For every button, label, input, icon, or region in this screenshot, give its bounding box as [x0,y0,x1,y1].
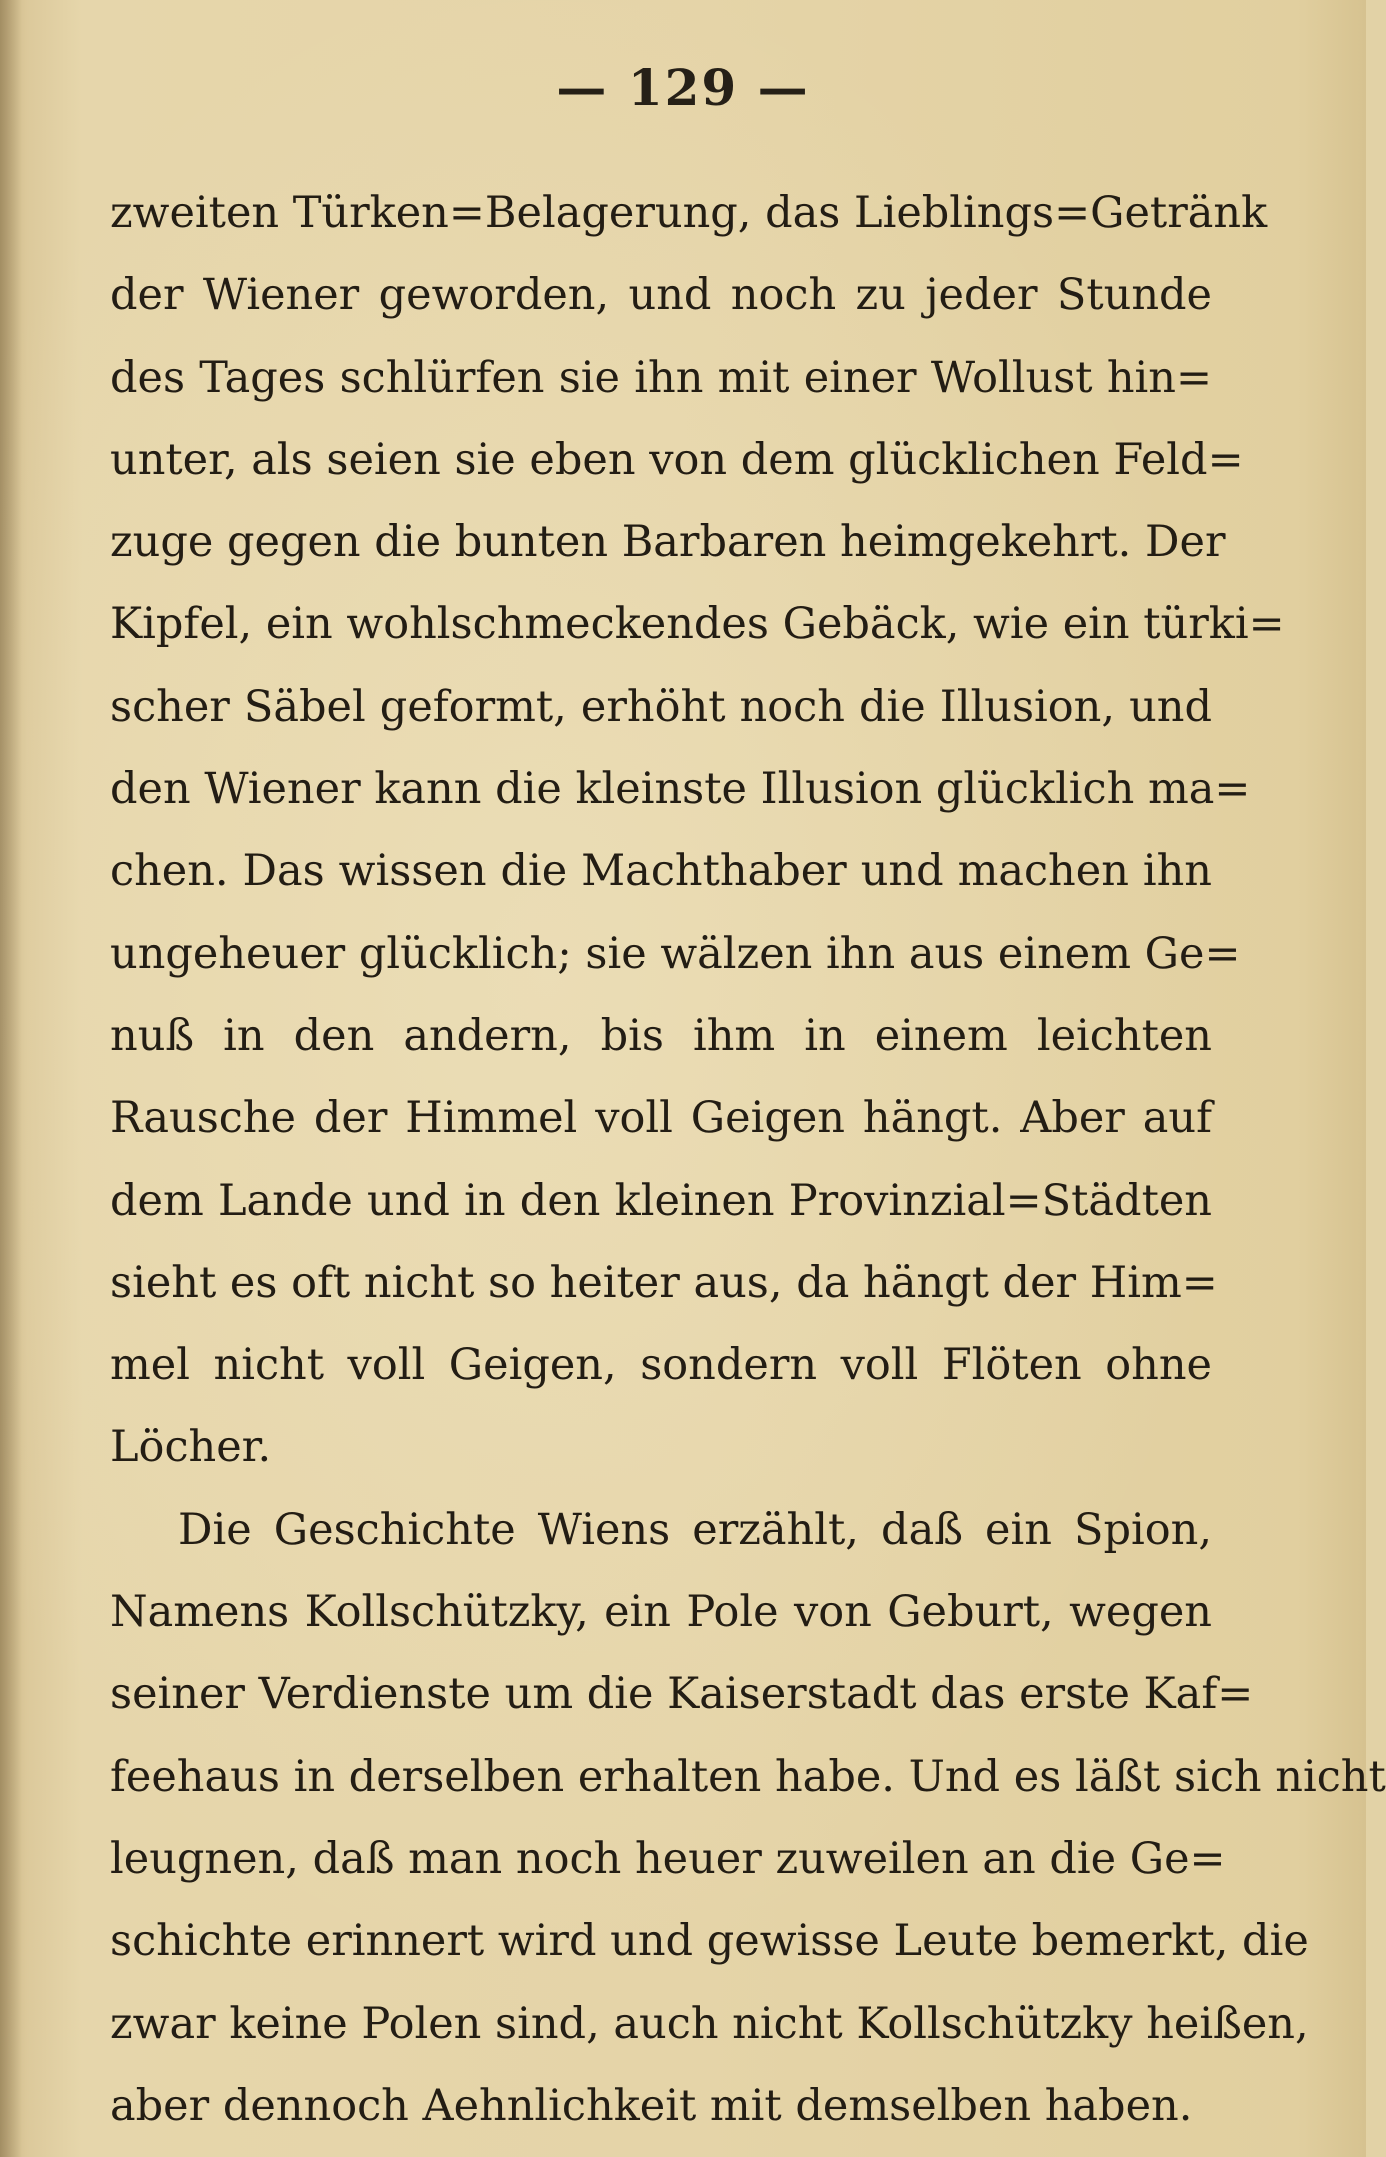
text-line: Die Geschichte Wiens erzählt, daß ein Spion, [178,1504,1212,1555]
text-line: Rausche der Himmel voll Geigen hängt. Aber auf [110,1093,1212,1144]
text-line: scher Säbel geformt, erhöht noch die Illusion, und [110,681,1212,732]
page-number: — 129 — [556,58,810,117]
text-line: dem Lande und in den kleinen Provinzial=Städten [110,1175,1212,1226]
text-line: zweiten Türken=Belagerung, das Lieblings=Getränk [110,188,1268,238]
text-line: sieht es oft nicht so heiter aus, da hängt der Him= [110,1257,1218,1308]
text-line: zwar keine Polen sind, auch nicht Kollschützky heißen, [110,1998,1309,2049]
text-line: chen. Das wissen die Machthaber und machen ihn [110,846,1212,897]
gutter-shadow [0,0,22,2157]
text-line: den Wiener kann die kleinste Illusion glücklich ma= [110,764,1251,815]
text-line: Kipfel, ein wohlschmeckendes Gebäck, wie ein türki= [110,599,1285,650]
text-line: Namens Kollschützky, ein Pole von Geburt, wegen [110,1587,1212,1638]
text-line: der Wiener geworden, und noch zu jeder Stunde [110,270,1212,321]
text-line: ungeheuer glücklich; sie wälzen ihn aus einem Ge= [110,928,1241,979]
text-line: aber dennoch Aehnlichkeit mit demselben haben. [110,2080,1193,2131]
paragraph [110,172,1285,1489]
text-line: leugnen, daß man noch heuer zuweilen an die Ge= [110,1833,1226,1884]
body-text [110,172,1386,2147]
paragraph [110,1489,1386,2147]
text-line: zuge gegen die bunten Barbaren heimgekehrt. Der [110,517,1226,568]
text-line: nuß in den andern, bis ihm in einem leichten [110,1010,1212,1061]
text-line: Löcher. [110,1422,272,1473]
text-line: seiner Verdienste um die Kaiserstadt das erste Kaf= [110,1669,1254,1720]
text-line: mel nicht voll Geigen, sondern voll Flöten ohne [110,1340,1212,1391]
text-line: unter, als seien sie eben von dem glücklichen Feld= [110,434,1244,485]
text-line: des Tages schlürfen sie ihn mit einer Wollust hin= [110,352,1212,403]
text-line: feehaus in derselben erhalten habe. Und es läßt sich nicht [110,1751,1386,1802]
text-line: schichte erinnert wird und gewisse Leute bemerkt, die [110,1916,1309,1967]
